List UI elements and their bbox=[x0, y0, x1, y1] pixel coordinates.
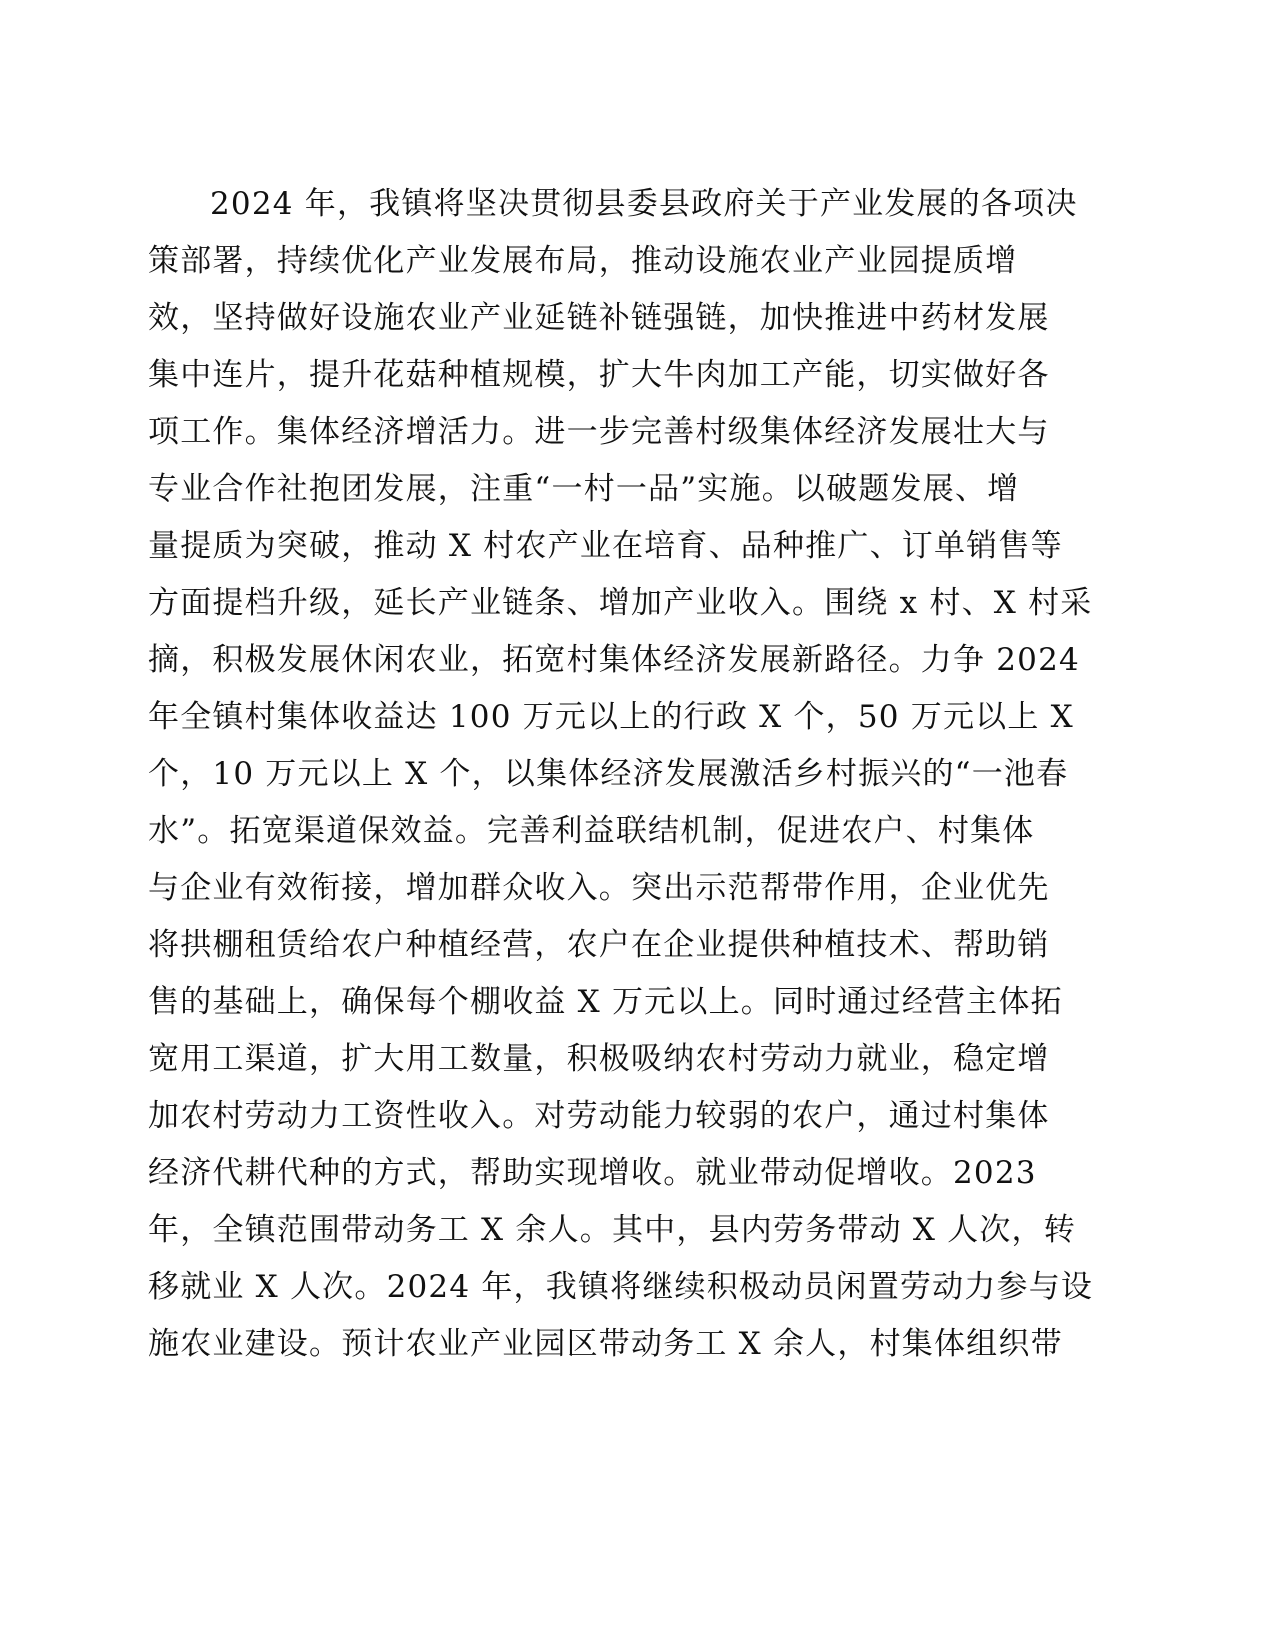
paragraph-line: 水”。拓宽渠道保效益。完善利益联结机制，促进农户、村集体 bbox=[148, 813, 1035, 849]
paragraph-line: 将拱棚租赁给农户种植经营，农户在企业提供种植技术、帮助销 bbox=[148, 927, 1050, 963]
paragraph-line: 策部署，持续优化产业发展布局，推动设施农业产业园提质增 bbox=[148, 243, 1018, 279]
paragraph-line: 专业合作社抱团发展，注重“一村一品”实施。以破题发展、增 bbox=[148, 471, 1020, 507]
paragraph-line: 效，坚持做好设施农业产业延链补链强链，加快推进中药材发展 bbox=[148, 300, 1050, 336]
paragraph-line: 年全镇村集体收益达 100 万元以上的行政 X 个，50 万元以上 X bbox=[148, 699, 1074, 735]
paragraph-line: 年，全镇范围带动务工 X 余人。其中，县内劳务带动 X 人次，转 bbox=[148, 1212, 1076, 1248]
paragraph-line: 量提质为突破，推动 X 村农产业在培育、品种推广、订单销售等 bbox=[148, 528, 1063, 564]
paragraph-line: 集中连片，提升花菇种植规模，扩大牛肉加工产能，切实做好各 bbox=[148, 357, 1050, 393]
paragraph-line: 加农村劳动力工资性收入。对劳动能力较弱的农户，通过村集体 bbox=[148, 1098, 1050, 1134]
paragraph-line: 个，10 万元以上 X 个，以集体经济发展激活乡村振兴的“一池春 bbox=[148, 756, 1069, 792]
body-paragraph bbox=[148, 176, 1108, 1373]
paragraph-line: 经济代耕代种的方式，帮助实现增收。就业带动促增收。2023 bbox=[148, 1155, 1037, 1191]
paragraph-line: 移就业 X 人次。2024 年，我镇将继续积极动员闲置劳动力参与设 bbox=[148, 1269, 1094, 1305]
paragraph-line: 与企业有效衔接，增加群众收入。突出示范帮带作用，企业优先 bbox=[148, 870, 1050, 906]
paragraph-line: 施农业建设。预计农业产业园区带动务工 X 余人，村集体组织带 bbox=[148, 1326, 1063, 1362]
paragraph-line: 项工作。集体经济增活力。进一步完善村级集体经济发展壮大与 bbox=[148, 414, 1050, 450]
paragraph-line: 宽用工渠道，扩大用工数量，积极吸纳农村劳动力就业，稳定增 bbox=[148, 1041, 1050, 1077]
paragraph-line: 2024 年，我镇将坚决贯彻县委县政府关于产业发展的各项决 bbox=[210, 186, 1078, 222]
paragraph-line: 售的基础上，确保每个棚收益 X 万元以上。同时通过经营主体拓 bbox=[148, 984, 1063, 1020]
paragraph-line: 摘，积极发展休闲农业，拓宽村集体经济发展新路径。力争 2024 bbox=[148, 642, 1080, 678]
paragraph-line: 方面提档升级，延长产业链条、增加产业收入。围绕 x 村、X 村采 bbox=[148, 585, 1093, 621]
